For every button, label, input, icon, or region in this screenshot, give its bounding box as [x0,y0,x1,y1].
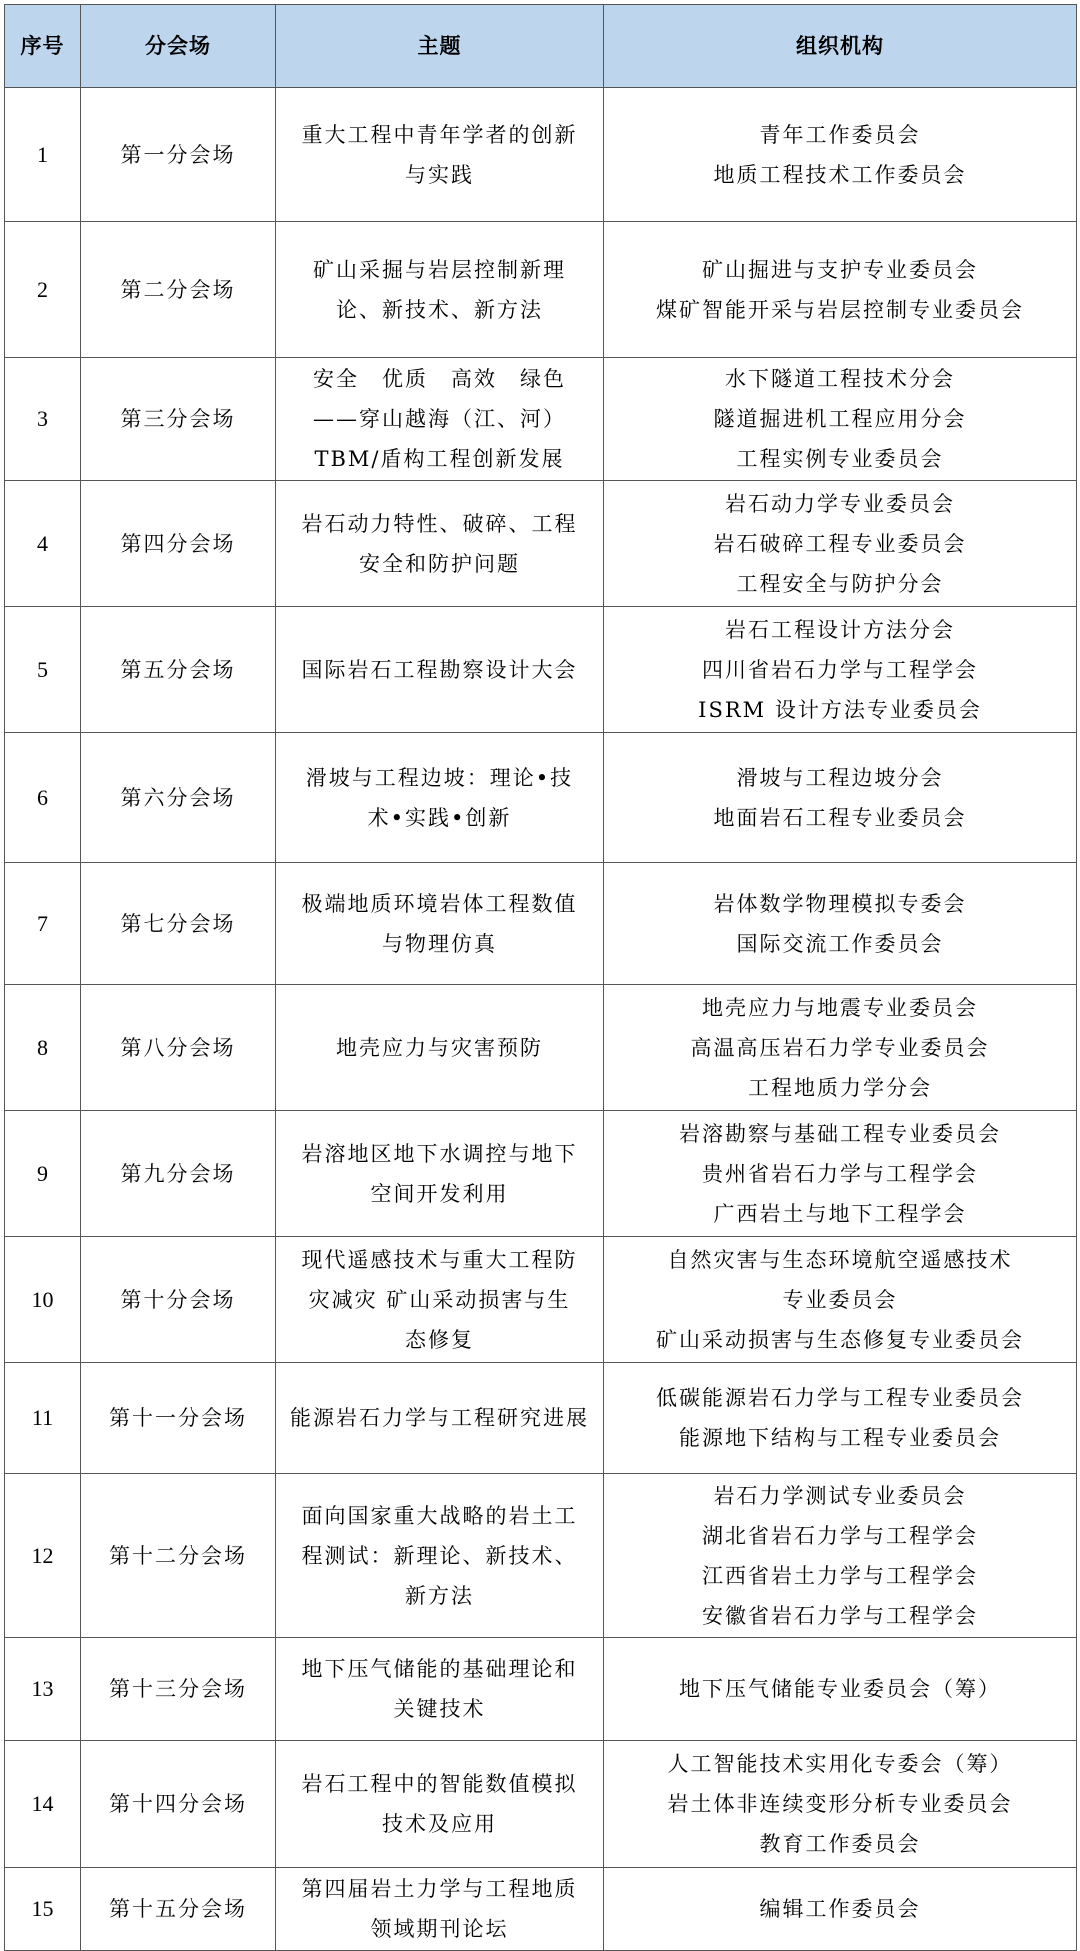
org-line: 能源地下结构与工程专业委员会 [679,1426,1001,1450]
cell-org [604,863,1077,985]
org-line: 青年工作委员会 [759,122,921,147]
theme-line: 与实践 [405,162,474,187]
org-line: 安徽省岩石力学与工程学会 [702,1603,978,1628]
org-line: 矿山掘进与支护专业委员会 [702,257,978,282]
table-row [5,1363,1077,1474]
cell-venue: 第七分会场 [81,863,276,985]
org-line: 岩石力学测试专业委员会 [713,1483,967,1508]
cell-theme [276,607,604,733]
org-line: 滑坡与工程边坡分会 [736,765,944,790]
cell-venue: 第一分会场 [81,88,276,222]
table-row [5,1474,1077,1638]
cell-theme [276,222,604,358]
cell-theme [276,1638,604,1741]
cell-org [604,1868,1077,1951]
cell-venue: 第九分会场 [81,1111,276,1237]
cell-no: 15 [5,1868,81,1951]
org-line: 水下隧道工程技术分会 [725,367,955,391]
theme-line: 程测试：新理论、新技术、 [301,1543,578,1568]
cell-venue: 第六分会场 [81,733,276,863]
org-line: 工程地质力学分会 [748,1075,932,1100]
cell-venue: 第五分会场 [81,607,276,733]
cell-venue: 第八分会场 [81,985,276,1111]
org-line: 岩体数学物理模拟专委会 [713,891,967,916]
cell-org [604,1474,1077,1638]
theme-line: 地下压气储能的基础理论和 [301,1657,578,1681]
org-line: 岩石工程设计方法分会 [725,617,955,642]
cell-no: 10 [5,1237,81,1363]
org-line: 隧道掘进机工程应用分会 [713,407,967,431]
theme-line: 灾减灾 矿山采动损害与生 [308,1287,571,1312]
org-line: 岩石动力学专业委员会 [725,491,955,516]
cell-org [604,1237,1077,1363]
cell-theme [276,1363,604,1474]
theme-line: 矿山采掘与岩层控制新理 [313,257,566,282]
cell-org [604,1741,1077,1868]
cell-no: 12 [5,1474,81,1638]
cell-no: 14 [5,1741,81,1868]
org-line: 岩石破碎工程专业委员会 [713,531,967,556]
org-line: 煤矿智能开采与岩层控制专业委员会 [656,297,1024,322]
table-row [5,607,1077,733]
cell-no: 7 [5,863,81,985]
cell-org [604,358,1077,481]
theme-line: 岩溶地区地下水调控与地下 [301,1141,578,1166]
cell-theme [276,863,604,985]
cell-no: 3 [5,358,81,481]
org-line: 矿山采动损害与生态修复专业委员会 [656,1327,1024,1352]
org-line: 贵州省岩石力学与工程学会 [702,1161,978,1186]
cell-org [604,1363,1077,1474]
org-line: 地下压气储能专业委员会（筹） [679,1677,1001,1701]
table-row [5,985,1077,1111]
theme-line: 地壳应力与灾害预防 [336,1035,543,1060]
theme-line: 领域期刊论坛 [370,1917,509,1941]
cell-theme [276,481,604,607]
org-line: 地面岩石工程专业委员会 [713,805,967,830]
cell-no: 6 [5,733,81,863]
cell-theme [276,1237,604,1363]
cell-org [604,88,1077,222]
cell-venue: 第十五分会场 [81,1868,276,1951]
theme-line: 安全和防护问题 [359,551,520,576]
theme-line: 空间开发利用 [370,1181,509,1206]
cell-no: 2 [5,222,81,358]
header-venue: 分会场 [81,5,276,88]
theme-line: 国际岩石工程勘察设计大会 [301,657,578,682]
table-row [5,358,1077,481]
theme-line: 第四届岩土力学与工程地质 [301,1877,578,1901]
org-line: 自然灾害与生态环境航空遥感技术 [667,1247,1013,1272]
cell-theme [276,1868,604,1951]
cell-no: 4 [5,481,81,607]
table-row [5,1237,1077,1363]
table-row [5,1868,1077,1951]
table-row [5,1111,1077,1237]
org-line: ISRM 设计方法专业委员会 [698,697,982,722]
cell-theme [276,88,604,222]
header-theme: 主题 [276,5,604,88]
theme-line: 极端地质环境岩体工程数值 [301,891,578,916]
cell-venue: 第十二分会场 [81,1474,276,1638]
sessions-table [4,4,1077,1951]
table-row [5,1638,1077,1741]
cell-venue: 第十一分会场 [81,1363,276,1474]
table-row [5,481,1077,607]
theme-line: 重大工程中青年学者的创新 [301,122,578,147]
cell-no: 9 [5,1111,81,1237]
cell-no: 11 [5,1363,81,1474]
org-line: 四川省岩石力学与工程学会 [702,657,978,682]
cell-venue: 第十三分会场 [81,1638,276,1741]
org-line: 工程安全与防护分会 [736,571,944,596]
org-line: 编辑工作委员会 [759,1897,921,1921]
header-row [5,5,1077,88]
header-org: 组织机构 [604,5,1077,88]
theme-line: 现代遥感技术与重大工程防 [301,1247,578,1272]
org-line: 岩溶勘察与基础工程专业委员会 [679,1121,1001,1146]
cell-venue: 第三分会场 [81,358,276,481]
theme-line: 关键技术 [393,1697,486,1721]
cell-venue: 第二分会场 [81,222,276,358]
org-line: 专业委员会 [782,1287,898,1312]
table-row [5,222,1077,358]
theme-line: 面向国家重大战略的岩土工 [301,1503,578,1528]
cell-org [604,733,1077,863]
cell-theme [276,733,604,863]
cell-venue: 第十四分会场 [81,1741,276,1868]
cell-org [604,222,1077,358]
org-line: 国际交流工作委员会 [736,931,944,956]
cell-org [604,481,1077,607]
org-line: 低碳能源岩石力学与工程专业委员会 [656,1386,1024,1410]
theme-line: 安全 优质 高效 绿色 [313,367,566,391]
org-line: 高温高压岩石力学专业委员会 [690,1035,990,1060]
org-line: 岩土体非连续变形分析专业委员会 [667,1792,1013,1816]
table-row [5,733,1077,863]
theme-line: 能源岩石力学与工程研究进展 [290,1406,589,1430]
theme-line: 技术及应用 [382,1812,497,1836]
table-row [5,88,1077,222]
theme-line: TBM/盾构工程创新发展 [314,447,565,471]
cell-theme [276,1111,604,1237]
table-row [5,1741,1077,1868]
cell-venue: 第十分会场 [81,1237,276,1363]
cell-theme [276,358,604,481]
cell-org [604,607,1077,733]
theme-line: 岩石工程中的智能数值模拟 [301,1772,578,1796]
cell-no: 1 [5,88,81,222]
cell-org [604,1111,1077,1237]
cell-no: 13 [5,1638,81,1741]
theme-line: 新方法 [405,1583,474,1608]
cell-theme [276,985,604,1111]
theme-line: 滑坡与工程边坡：理论•技 [305,765,574,790]
cell-org [604,1638,1077,1741]
org-line: 工程实例专业委员会 [736,447,944,471]
header-no: 序号 [5,5,81,88]
org-line: 地质工程技术工作委员会 [713,162,967,187]
org-line: 湖北省岩石力学与工程学会 [702,1523,978,1548]
org-line: 人工智能技术实用化专委会（筹） [667,1752,1013,1776]
cell-no: 8 [5,985,81,1111]
org-line: 广西岩土与地下工程学会 [713,1201,967,1226]
org-line: 教育工作委员会 [759,1832,921,1856]
theme-line: 论、新技术、新方法 [336,297,543,322]
theme-line: 态修复 [405,1327,474,1352]
org-line: 地壳应力与地震专业委员会 [702,995,978,1020]
table-row [5,863,1077,985]
cell-theme [276,1474,604,1638]
theme-line: 术•实践•创新 [367,805,512,830]
cell-no: 5 [5,607,81,733]
theme-line: 岩石动力特性、破碎、工程 [301,511,578,536]
cell-theme [276,1741,604,1868]
cell-org [604,985,1077,1111]
theme-line: ——穿山越海（江、河） [313,407,566,431]
cell-venue: 第四分会场 [81,481,276,607]
theme-line: 与物理仿真 [382,931,497,956]
org-line: 江西省岩土力学与工程学会 [702,1563,978,1588]
